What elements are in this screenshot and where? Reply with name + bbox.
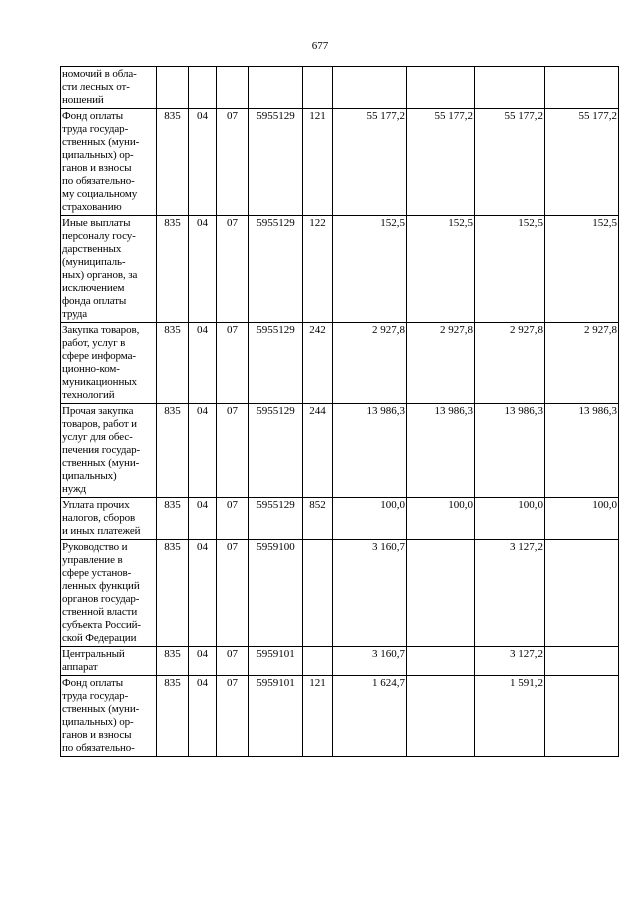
amount-cell-4 (545, 676, 619, 757)
section-code-cell: 04 (189, 323, 217, 404)
amount-cell-2: 13 986,3 (407, 404, 475, 498)
amount-cell-2: 55 177,2 (407, 109, 475, 216)
table-row (61, 109, 619, 216)
table-row (61, 498, 619, 540)
amount-cell-1: 1 624,7 (333, 676, 407, 757)
amount-cell-4: 152,5 (545, 216, 619, 323)
expense-name-cell: Центральный аппарат (61, 647, 157, 676)
expense-name-cell: Закупка товаров, работ, услуг в сфере информа- ционно-ком- муникационных технологий (61, 323, 157, 404)
amount-cell-3: 13 986,3 (475, 404, 545, 498)
expense-type-cell (303, 540, 333, 647)
ministry-code-cell: 835 (157, 540, 189, 647)
expense-type-cell (303, 67, 333, 109)
target-item-cell: 5955129 (249, 216, 303, 323)
expense-type-cell: 852 (303, 498, 333, 540)
subsection-code-cell: 07 (217, 540, 249, 647)
page-number: 677 (311, 40, 329, 52)
amount-cell-1: 3 160,7 (333, 647, 407, 676)
target-item-cell: 5955129 (249, 323, 303, 404)
budget-table-body (61, 67, 619, 757)
table-row (61, 647, 619, 676)
subsection-code-cell: 07 (217, 498, 249, 540)
ministry-code-cell: 835 (157, 676, 189, 757)
amount-cell-3: 55 177,2 (475, 109, 545, 216)
expense-type-cell: 122 (303, 216, 333, 323)
ministry-code-cell: 835 (157, 216, 189, 323)
target-item-cell: 5959100 (249, 540, 303, 647)
amount-cell-4 (545, 67, 619, 109)
amount-cell-1: 3 160,7 (333, 540, 407, 647)
amount-cell-1: 2 927,8 (333, 323, 407, 404)
expense-type-cell: 121 (303, 676, 333, 757)
target-item-cell: 5955129 (249, 109, 303, 216)
amount-cell-3: 152,5 (475, 216, 545, 323)
amount-cell-2: 152,5 (407, 216, 475, 323)
expense-type-cell: 242 (303, 323, 333, 404)
amount-cell-1: 100,0 (333, 498, 407, 540)
table-row (61, 676, 619, 757)
expense-type-cell: 121 (303, 109, 333, 216)
expense-type-cell: 244 (303, 404, 333, 498)
amount-cell-2 (407, 647, 475, 676)
amount-cell-2 (407, 67, 475, 109)
subsection-code-cell: 07 (217, 676, 249, 757)
amount-cell-1 (333, 67, 407, 109)
section-code-cell: 04 (189, 498, 217, 540)
amount-cell-1: 55 177,2 (333, 109, 407, 216)
section-code-cell: 04 (189, 216, 217, 323)
expense-type-cell (303, 647, 333, 676)
amount-cell-4: 55 177,2 (545, 109, 619, 216)
amount-cell-3: 100,0 (475, 498, 545, 540)
amount-cell-1: 152,5 (333, 216, 407, 323)
expense-name-cell: Прочая закупка товаров, работ и услуг для обес- печения государ- ственных (муни- ципальных) нужд (61, 404, 157, 498)
table-row (61, 404, 619, 498)
ministry-code-cell (157, 67, 189, 109)
table-row (61, 216, 619, 323)
table-row (61, 540, 619, 647)
section-code-cell: 04 (189, 109, 217, 216)
target-item-cell: 5959101 (249, 647, 303, 676)
amount-cell-3: 3 127,2 (475, 540, 545, 647)
subsection-code-cell: 07 (217, 109, 249, 216)
amount-cell-2: 100,0 (407, 498, 475, 540)
amount-cell-4: 100,0 (545, 498, 619, 540)
section-code-cell: 04 (189, 404, 217, 498)
subsection-code-cell: 07 (217, 323, 249, 404)
amount-cell-3: 3 127,2 (475, 647, 545, 676)
ministry-code-cell: 835 (157, 498, 189, 540)
target-item-cell: 5959101 (249, 676, 303, 757)
section-code-cell: 04 (189, 540, 217, 647)
expense-name-cell: Фонд оплаты труда государ- ственных (муни- ципальных) ор- ганов и взносы по обязательно- (61, 676, 157, 757)
target-item-cell (249, 67, 303, 109)
amount-cell-3 (475, 67, 545, 109)
target-item-cell: 5955129 (249, 404, 303, 498)
amount-cell-2: 2 927,8 (407, 323, 475, 404)
amount-cell-4: 13 986,3 (545, 404, 619, 498)
amount-cell-2 (407, 540, 475, 647)
expense-name-cell: Руководство и управление в сфере установ- ленных функций органов государ- ственной власти субъекта Россий- ской Федерации (61, 540, 157, 647)
section-code-cell: 04 (189, 647, 217, 676)
amount-cell-3: 1 591,2 (475, 676, 545, 757)
amount-cell-4 (545, 647, 619, 676)
expense-name-cell: номочий в обла- сти лесных от- ношений (61, 67, 157, 109)
amount-cell-4: 2 927,8 (545, 323, 619, 404)
subsection-code-cell: 07 (217, 404, 249, 498)
subsection-code-cell (217, 67, 249, 109)
expense-name-cell: Уплата прочих налогов, сборов и иных платежей (61, 498, 157, 540)
table-row (61, 323, 619, 404)
expense-name-cell: Иные выплаты персоналу госу- дарственных (муниципаль- ных) органов, за исключением фонда оплаты труда (61, 216, 157, 323)
amount-cell-2 (407, 676, 475, 757)
ministry-code-cell: 835 (157, 323, 189, 404)
amount-cell-4 (545, 540, 619, 647)
ministry-code-cell: 835 (157, 404, 189, 498)
subsection-code-cell: 07 (217, 216, 249, 323)
budget-table (60, 66, 619, 757)
section-code-cell (189, 67, 217, 109)
ministry-code-cell: 835 (157, 109, 189, 216)
amount-cell-3: 2 927,8 (475, 323, 545, 404)
amount-cell-1: 13 986,3 (333, 404, 407, 498)
section-code-cell: 04 (189, 676, 217, 757)
table-row (61, 67, 619, 109)
expense-name-cell: Фонд оплаты труда государ- ственных (муни- ципальных) ор- ганов и взносы по обязательно- му социальному страхованию (61, 109, 157, 216)
ministry-code-cell: 835 (157, 647, 189, 676)
subsection-code-cell: 07 (217, 647, 249, 676)
target-item-cell: 5955129 (249, 498, 303, 540)
